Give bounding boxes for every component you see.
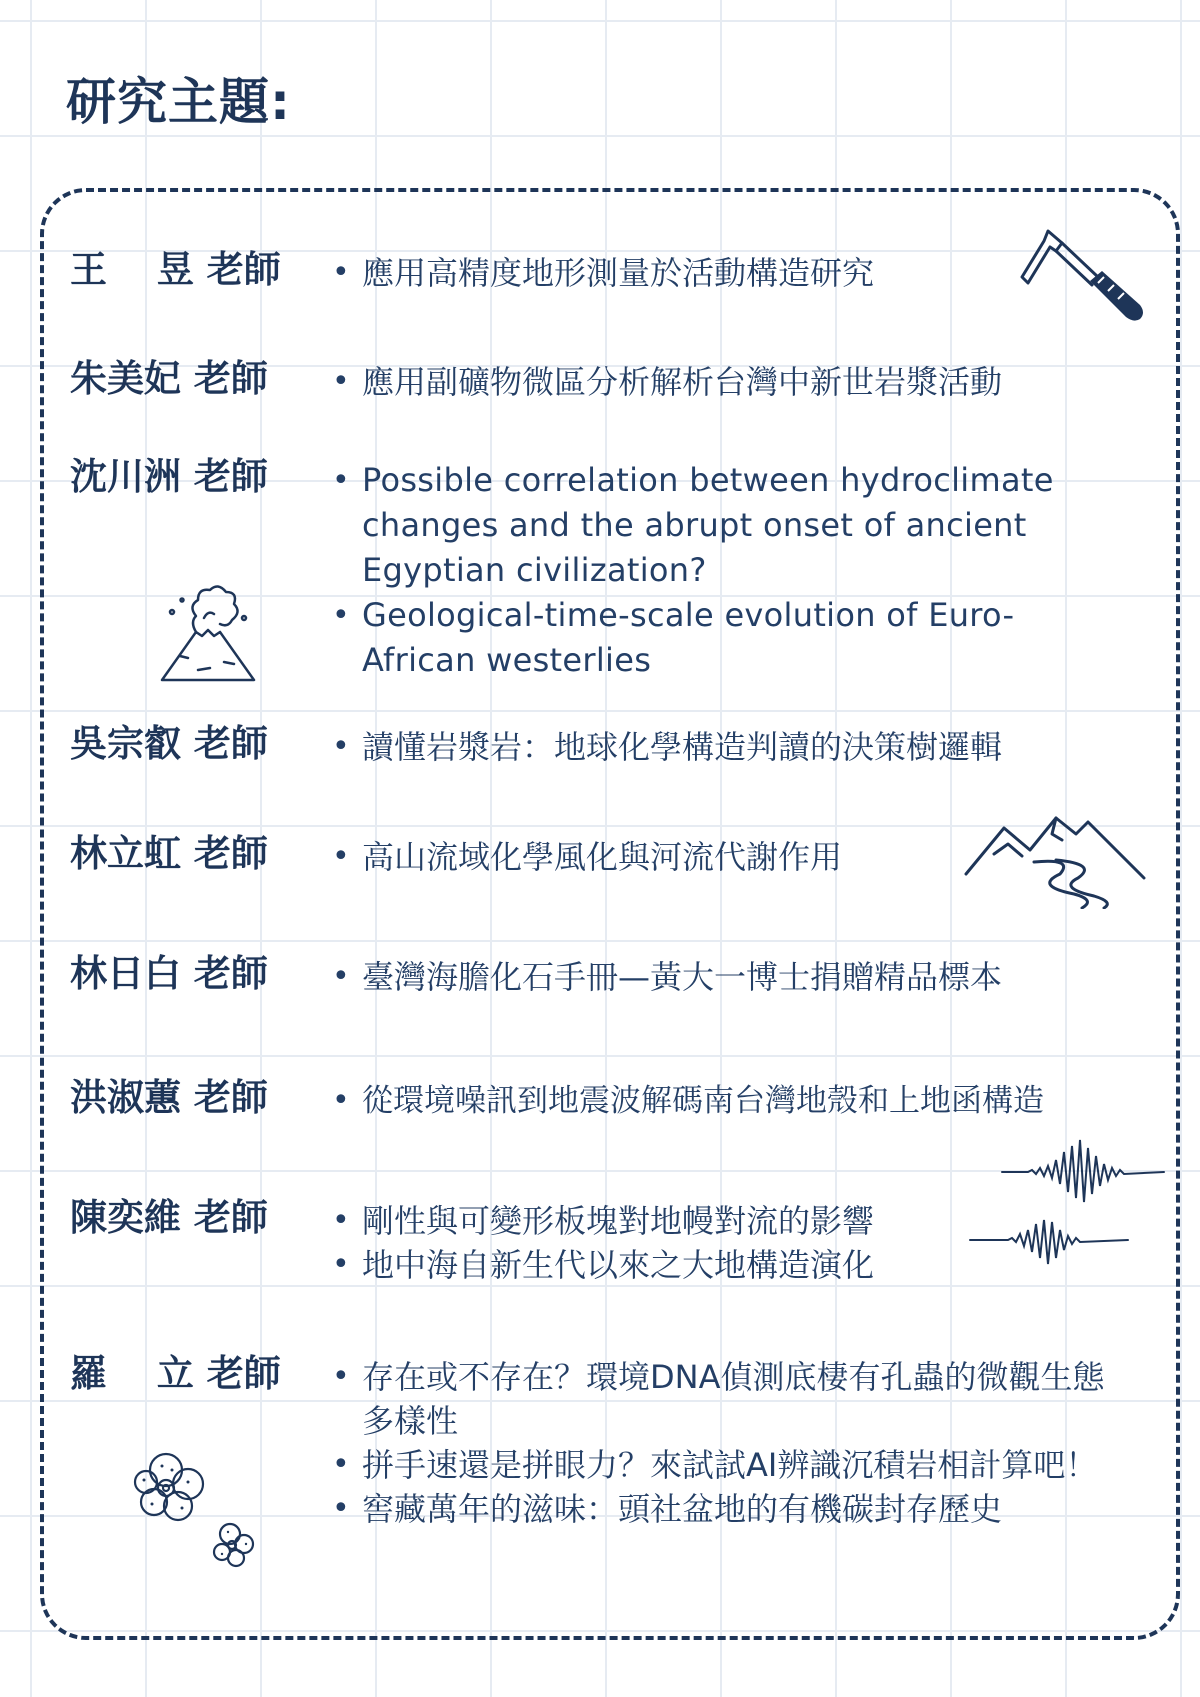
topic-list <box>332 1355 1132 1531</box>
topic-text: 剛性與可變形板塊對地幔對流的影響 <box>362 1202 875 1240</box>
bullet: • <box>332 1359 350 1394</box>
bullet: • <box>332 1447 350 1482</box>
topic-item <box>332 1443 1132 1487</box>
bullet: • <box>332 1247 350 1282</box>
topic-item <box>332 251 874 295</box>
teacher-name: 吳宗叡 老師 <box>70 722 268 765</box>
page-title: 研究主題: <box>66 73 291 131</box>
bullet: • <box>332 959 350 994</box>
teacher-name: 朱美妃 老師 <box>70 357 268 400</box>
topic-text: 高山流域化學風化與河流代謝作用 <box>362 838 843 876</box>
bullet: • <box>332 1083 350 1118</box>
topic-item <box>332 1487 1132 1531</box>
topic-item <box>332 1355 1132 1443</box>
teacher-name: 林立虹 老師 <box>70 832 268 875</box>
seismic-wave-icon <box>968 1136 1168 1271</box>
teacher-name: 林日白 老師 <box>70 952 268 995</box>
teacher-name: 沈川洲 老師 <box>70 455 268 498</box>
topic-item <box>332 955 1002 999</box>
topic-text: 存在或不存在？環境DNA偵測底棲有孔蟲的微觀生態多樣性 <box>362 1358 1105 1440</box>
bullet: • <box>332 729 350 764</box>
topic-list <box>332 458 1082 683</box>
topic-text: 拼手速還是拼眼力？來試試AI辨識沉積岩相計算吧！ <box>362 1446 1098 1484</box>
teacher-name: 陳奕維 老師 <box>70 1196 268 1239</box>
bullet: • <box>332 255 350 290</box>
topic-item <box>332 1243 874 1287</box>
topic-item <box>332 360 1002 404</box>
bullet: • <box>332 1203 350 1238</box>
topic-text: 窖藏萬年的滋味：頭社盆地的有機碳封存歷史 <box>362 1490 1003 1528</box>
volcano-icon <box>158 578 258 683</box>
teacher-name: 羅 立 老師 <box>70 1352 281 1395</box>
topic-list <box>332 1199 874 1287</box>
geology-hammer-icon <box>1018 225 1153 335</box>
topic-list <box>332 251 874 295</box>
topic-item <box>332 1079 1044 1123</box>
topic-item <box>332 835 842 879</box>
teacher-name: 洪淑蕙 老師 <box>70 1076 268 1119</box>
teacher-name: 王 昱 老師 <box>70 248 281 291</box>
topic-text: 地中海自新生代以來之大地構造演化 <box>362 1246 875 1284</box>
bullet: • <box>332 839 350 874</box>
topic-item <box>332 458 1082 593</box>
bullet: • <box>332 364 350 399</box>
topic-text: 應用副礦物微區分析解析台灣中新世岩漿活動 <box>362 363 1003 401</box>
topic-list <box>332 725 1002 769</box>
topic-item <box>332 1199 874 1243</box>
mountain-river-icon <box>964 804 1149 909</box>
topic-text: Geological-time-scale evolution of Euro-African westerlies <box>362 596 1015 679</box>
topic-list <box>332 835 842 879</box>
topic-list <box>332 360 1002 404</box>
topic-list <box>332 1079 1044 1123</box>
topic-item <box>332 725 1002 769</box>
topic-text: 讀懂岩漿岩：地球化學構造判讀的決策樹邏輯 <box>362 728 1003 766</box>
bullet: • <box>332 598 350 633</box>
topic-list <box>332 955 1002 999</box>
topic-text: Possible correlation between hydroclimate changes and the abrupt onset of ancient Egyptian civilization? <box>362 461 1054 589</box>
topic-text: 應用高精度地形測量於活動構造研究 <box>362 254 875 292</box>
foraminifera-icon <box>126 1440 271 1570</box>
bullet: • <box>332 1491 350 1526</box>
bullet: • <box>332 463 350 498</box>
topic-text: 從環境噪訊到地震波解碼南台灣地殼和上地函構造 <box>362 1083 1044 1119</box>
topic-text: 臺灣海膽化石手冊—黃大一博士捐贈精品標本 <box>362 958 1003 996</box>
topic-item <box>332 593 1082 683</box>
